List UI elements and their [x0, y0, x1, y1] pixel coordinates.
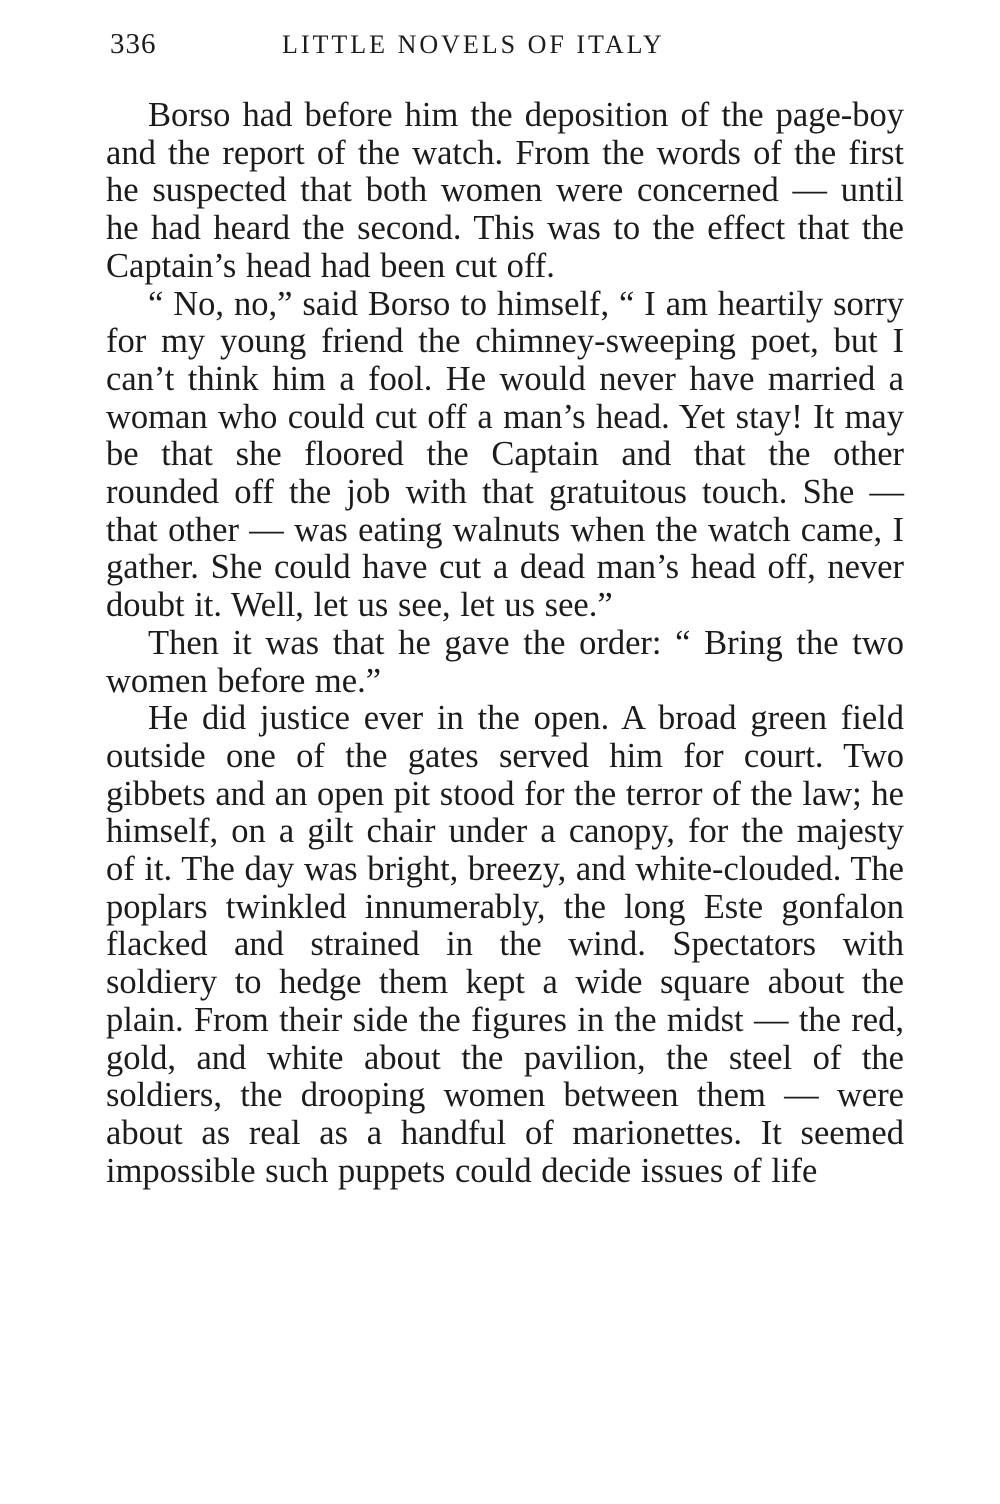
page-number: 336: [110, 28, 157, 60]
paragraph-order: Then it was that he gave the order: “ Bring the two women before me.”: [106, 623, 904, 700]
body-text: [106, 97, 904, 1190]
book-title: LITTLE NOVELS OF ITALY: [282, 30, 665, 59]
paragraph-borso-deposition: Borso had before him the deposition of the page-boy and the report of the watch. From the words of the first he suspected that both women were concerned — until he had heard the second. This was to the effect that the Captain’s head had been cut off.: [106, 96, 904, 285]
running-head: [110, 28, 900, 68]
paragraph-borso-soliloquy: “ No, no,” said Borso to himself, “ I am heartily sorry for my young friend the chimney-sweeping poet, but I can’t think him a fool. He would never have married a woman who could cut off a man’s head. Yet stay! It may be that she floored the Captain and that the other rounded off the job with that gratuitous touch. She — that other — was eating walnuts when the watch came, I gather. She could have cut a dead man’s head off, never doubt it. Well, let us see, let us see.”: [106, 284, 904, 625]
paragraph-court-scene: He did justice ever in the open. A broad green field outside one of the gates served him for court. Two gibbets and an open pit stood for the terror of the law; he himself, on a gilt chair under a canopy, for the majesty of it. The day was bright, breezy, and white-clouded. The poplars twinkled innumerably, the long Este gonfalon flacked and strained in the wind. Spectators with soldiery to hedge them kept a wide square about the plain. From their side the figures in the midst — the red, gold, and white about the pavilion, the steel of the soldiers, the drooping women between them — were about as real as a handful of marionettes. It seemed impossible such puppets could decide issues of life: [106, 699, 904, 1190]
